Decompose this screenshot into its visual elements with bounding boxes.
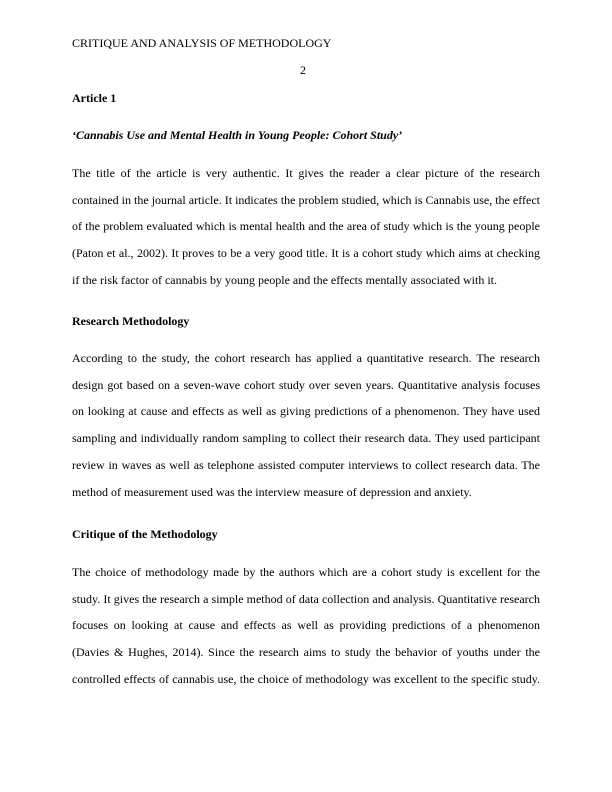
article-title: ‘Cannabis Use and Mental Health in Young People: Cohort Study’ [72, 128, 403, 142]
critique-heading: Critique of the Methodology [72, 527, 218, 541]
research-methodology-paragraph: According to the study, the cohort research has applied a quantitative research. The research design got based on a seven-wave cohort study over seven years. Quantitative analysis focuses on looking at cause and effects as well as giving predictions of a phenomenon. They have used sampling and individually random sampling to collect their research data. They used participant review in waves as well as telephone assisted computer interviews to collect research data. The method of measurement used was the interview measure of depression and anxiety. [72, 351, 540, 499]
page-number: 2 [300, 63, 306, 77]
research-methodology-heading: Research Methodology [72, 314, 190, 328]
article-heading: Article 1 [72, 91, 117, 105]
critique-paragraph: The choice of methodology made by the authors which are a cohort study is excellent for the study. It gives the research a simple method of data collection and analysis. Quantitative research focuses on looking at cause and effects as well as providing predictions of a phenomenon (Davies & Hughes, 2014). Since the research aims to study the behavior of youths under the controlled effects of cannabis use, the choice of methodology was excellent to the specific study. [72, 565, 540, 686]
running-head: CRITIQUE AND ANALYSIS OF METHODOLOGY [72, 36, 332, 50]
article-paragraph: The title of the article is very authentic. It gives the reader a clear picture of the research contained in the journal article. It indicates the problem studied, which is Cannabis use, the effect of the problem evaluated which is mental health and the area of study which is the young people (Paton et al., 2002). It proves to be a very good title. It is a cohort study which aims at checking if the risk factor of cannabis by young people and the effects mentally associated with it. [72, 166, 540, 287]
